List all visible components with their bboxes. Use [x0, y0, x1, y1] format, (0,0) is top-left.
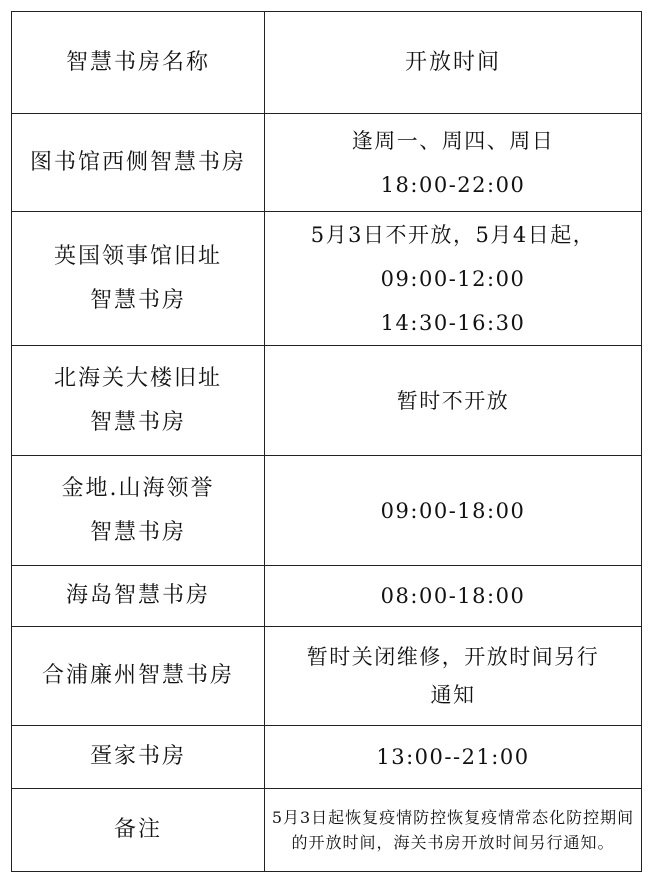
hours-line: 暂时关闭维修，开放时间另行	[306, 645, 600, 669]
name-column-header: 智慧书房名称	[12, 12, 265, 114]
opening-hours	[265, 456, 642, 566]
hours-line: 逢周一、周四、周日	[351, 128, 555, 153]
opening-hours-table	[11, 11, 642, 872]
bookroom-name	[12, 627, 265, 726]
bookroom-name	[12, 566, 265, 627]
opening-hours	[265, 114, 642, 212]
hours-line: 14:30-16:30	[380, 310, 526, 335]
table-row	[12, 212, 642, 346]
hours-line: 13:00--21:00	[376, 745, 530, 769]
bookroom-name-line: 金地.山海领誉	[61, 475, 215, 501]
remark-label: 备注	[12, 789, 265, 872]
opening-hours	[265, 346, 642, 456]
bookroom-name-line: 图书馆西侧智慧书房	[29, 149, 246, 175]
header-row	[12, 12, 642, 114]
hours-line: 08:00-18:00	[380, 584, 526, 608]
remark-row	[12, 789, 642, 872]
hours-line: 18:00-22:00	[380, 172, 526, 197]
table-row	[12, 114, 642, 212]
hours-column-header: 开放时间	[265, 12, 642, 114]
hours-line: 09:00-18:00	[380, 498, 526, 523]
bookroom-name-line: 北海关大楼旧址	[53, 365, 222, 391]
opening-hours	[265, 566, 642, 627]
bookroom-name-line: 英国领事馆旧址	[53, 243, 222, 269]
bookroom-name	[12, 212, 265, 346]
bookroom-name-line: 智慧书房	[89, 519, 186, 545]
table-row	[12, 566, 642, 627]
opening-hours	[265, 627, 642, 726]
remark-text: 5月3日起恢复疫情防控恢复疫情常态化防控期间的开放时间，海关书房开放时间另行通知。	[265, 789, 642, 872]
table-row	[12, 456, 642, 566]
bookroom-name-line: 疍家书房	[89, 744, 186, 769]
opening-hours	[265, 212, 642, 346]
bookroom-name-line: 合浦廉州智慧书房	[41, 663, 234, 688]
hours-line: 09:00-12:00	[380, 266, 526, 291]
bookroom-name-line: 海岛智慧书房	[65, 583, 210, 608]
hours-line: 5月3日不开放，5月4日起，	[310, 222, 596, 247]
bookroom-name-line: 智慧书房	[89, 287, 186, 313]
table-row	[12, 346, 642, 456]
opening-hours	[265, 726, 642, 789]
bookroom-name	[12, 456, 265, 566]
bookroom-name	[12, 346, 265, 456]
bookroom-name	[12, 726, 265, 789]
table-row	[12, 627, 642, 726]
hours-line: 暂时不开放	[396, 388, 510, 413]
hours-line: 通知	[430, 683, 476, 707]
bookroom-name	[12, 114, 265, 212]
table-row	[12, 726, 642, 789]
bookroom-name-line: 智慧书房	[89, 409, 186, 435]
